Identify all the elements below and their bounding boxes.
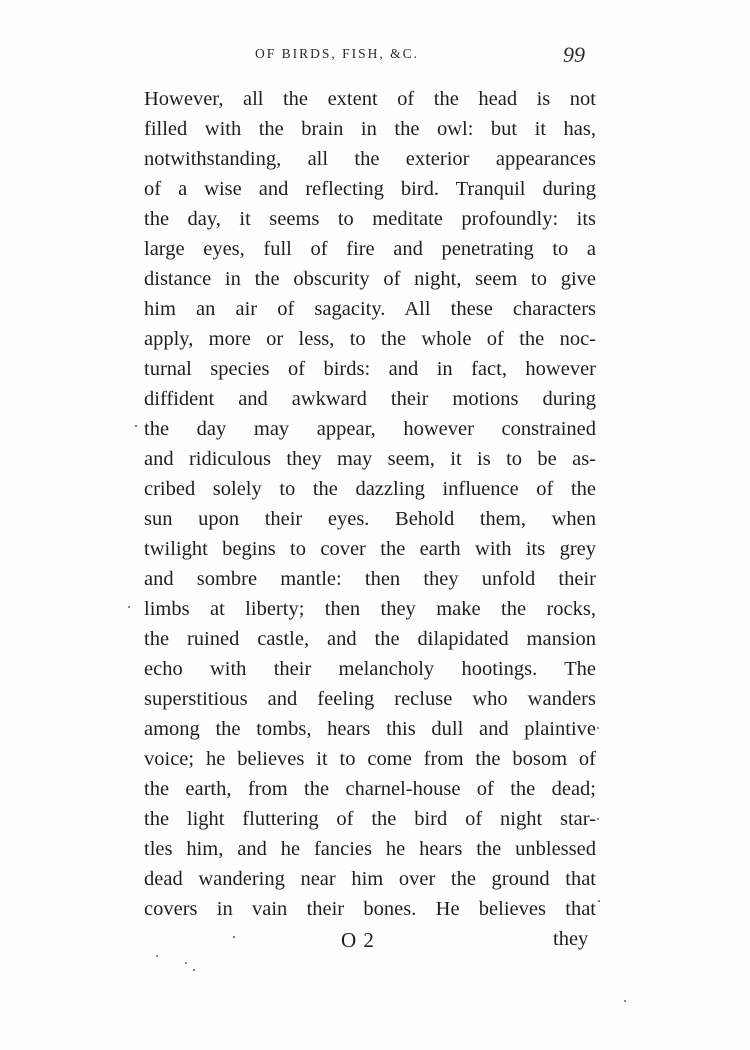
text-line: the day, it seems to meditate profoundly: its: [144, 208, 596, 230]
ink-speck: [598, 900, 600, 902]
text-line: filled with the brain in the owl: but it has,: [144, 118, 596, 140]
catchword: they: [553, 928, 589, 950]
text-line: covers in vain their bones. He believes that: [144, 898, 596, 920]
ink-speck: [135, 425, 137, 427]
text-line: echo with their melancholy hootings. The: [144, 658, 596, 680]
text-line: and sombre mantle: then they unfold their: [144, 568, 596, 590]
text-line: cribed solely to the dazzling influence of the: [144, 478, 596, 500]
text-line: apply, more or less, to the whole of the noc-: [144, 328, 596, 350]
body-text: [144, 84, 596, 924]
text-line: the light fluttering of the bird of night star-: [144, 808, 596, 830]
ink-speck: [193, 969, 195, 971]
text-line: and ridiculous they may seem, it is to be as-: [144, 448, 596, 470]
text-line: among the tombs, hears this dull and plaintive: [144, 718, 596, 740]
text-line: turnal species of birds: and in fact, however: [144, 358, 596, 380]
ink-speck: [156, 955, 158, 957]
text-line: distance in the obscurity of night, seem to give: [144, 268, 596, 290]
text-line: tles him, and he fancies he hears the unblessed: [144, 838, 596, 860]
running-head: OF BIRDS, FISH, &C.: [255, 46, 420, 61]
text-line: diffident and awkward their motions during: [144, 388, 596, 410]
ink-speck: [233, 936, 235, 938]
ink-speck: [597, 727, 599, 729]
ink-speck: [624, 1000, 626, 1002]
ink-speck: [185, 962, 187, 964]
text-line: superstitious and feeling recluse who wanders: [144, 688, 596, 710]
text-line: of a wise and reflecting bird. Tranquil during: [144, 178, 596, 200]
text-line: him an air of sagacity. All these characters: [144, 298, 596, 320]
ink-speck: [128, 606, 130, 608]
text-line: sun upon their eyes. Behold them, when: [144, 508, 596, 530]
text-line: large eyes, full of fire and penetrating to a: [144, 238, 596, 260]
text-line: the earth, from the charnel-house of the dead;: [144, 778, 596, 800]
text-line: voice; he believes it to come from the bosom of: [144, 748, 596, 770]
text-line: notwithstanding, all the exterior appearances: [144, 148, 596, 170]
page-number: 99: [563, 42, 585, 67]
signature-mark: O 2: [341, 928, 375, 952]
ink-speck: [597, 818, 599, 820]
text-line: However, all the extent of the head is not: [144, 88, 596, 110]
text-line: dead wandering near him over the ground that: [144, 868, 596, 890]
text-line: the day may appear, however constrained: [144, 418, 596, 440]
text-line: twilight begins to cover the earth with its grey: [144, 538, 596, 560]
text-line: limbs at liberty; then they make the rocks,: [144, 598, 596, 620]
text-line: the ruined castle, and the dilapidated mansion: [144, 628, 596, 650]
